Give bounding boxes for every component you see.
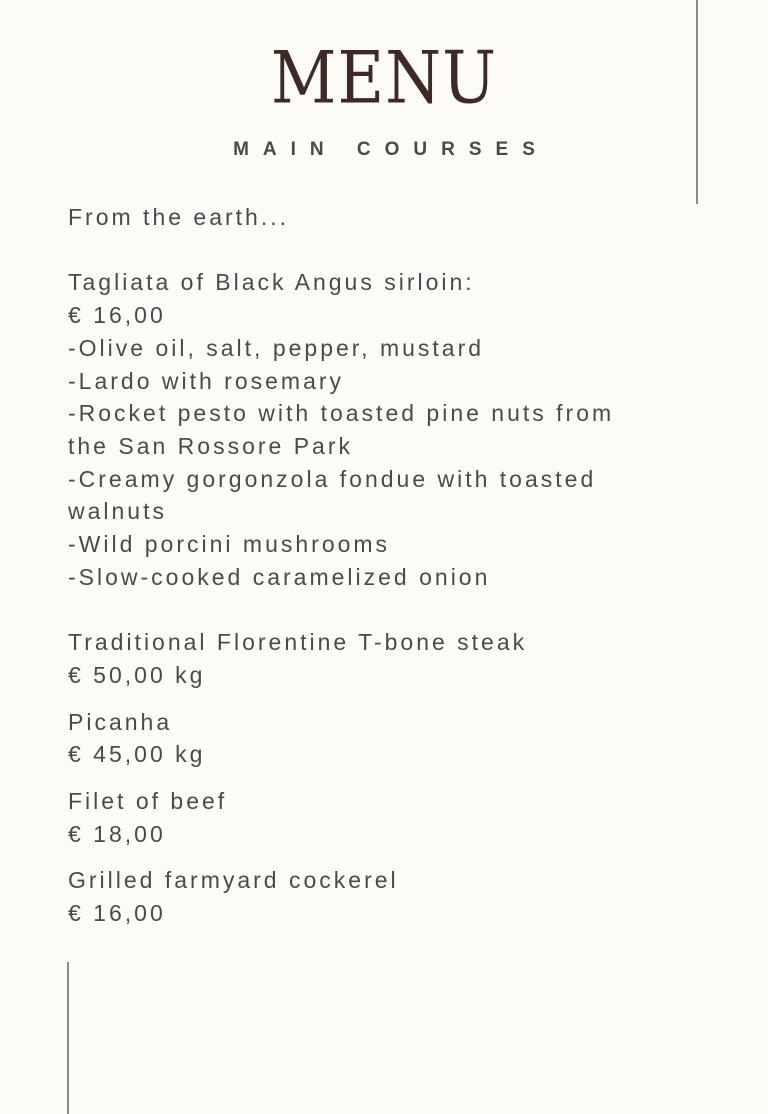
dish-filet	[68, 785, 728, 850]
dish-florentine	[68, 626, 728, 691]
dish-option: -Wild porcini mushrooms	[68, 531, 391, 558]
dish-picanha	[68, 706, 728, 771]
dish-option: -Creamy gorgonzola fondue with toasted	[68, 465, 597, 492]
menu-title: MENU	[270, 37, 498, 121]
dish-tagliata	[68, 266, 728, 593]
dish-option: -Olive oil, salt, pepper, mustard	[68, 334, 485, 361]
section-subtitle: MAIN COURSES	[233, 139, 549, 160]
section-intro: From the earth...	[68, 204, 290, 230]
dish-price: € 50,00 kg	[68, 661, 206, 688]
dish-name: Tagliata of Black Angus sirloin:	[68, 269, 475, 296]
dish-name: Picanha	[68, 708, 173, 735]
dish-price: € 18,00	[68, 820, 166, 847]
dish-name: Filet of beef	[68, 787, 228, 814]
menu-content	[68, 201, 728, 930]
dish-price: € 45,00 kg	[68, 741, 206, 768]
dish-option: -Slow-cooked caramelized onion	[68, 563, 491, 590]
dish-option: -Rocket pesto with toasted pine nuts from	[68, 400, 615, 427]
decorative-rule-bottom	[67, 962, 69, 1114]
dish-price: € 16,00	[68, 302, 166, 329]
dish-name: Traditional Florentine T-bone steak	[68, 629, 528, 656]
dish-name: Grilled farmyard cockerel	[68, 867, 399, 894]
dish-price: € 16,00	[68, 900, 166, 927]
dish-cockerel	[68, 864, 728, 929]
dish-option: the San Rossore Park	[68, 432, 354, 459]
dish-option: walnuts	[68, 498, 167, 525]
dish-option: -Lardo with rosemary	[68, 367, 345, 394]
